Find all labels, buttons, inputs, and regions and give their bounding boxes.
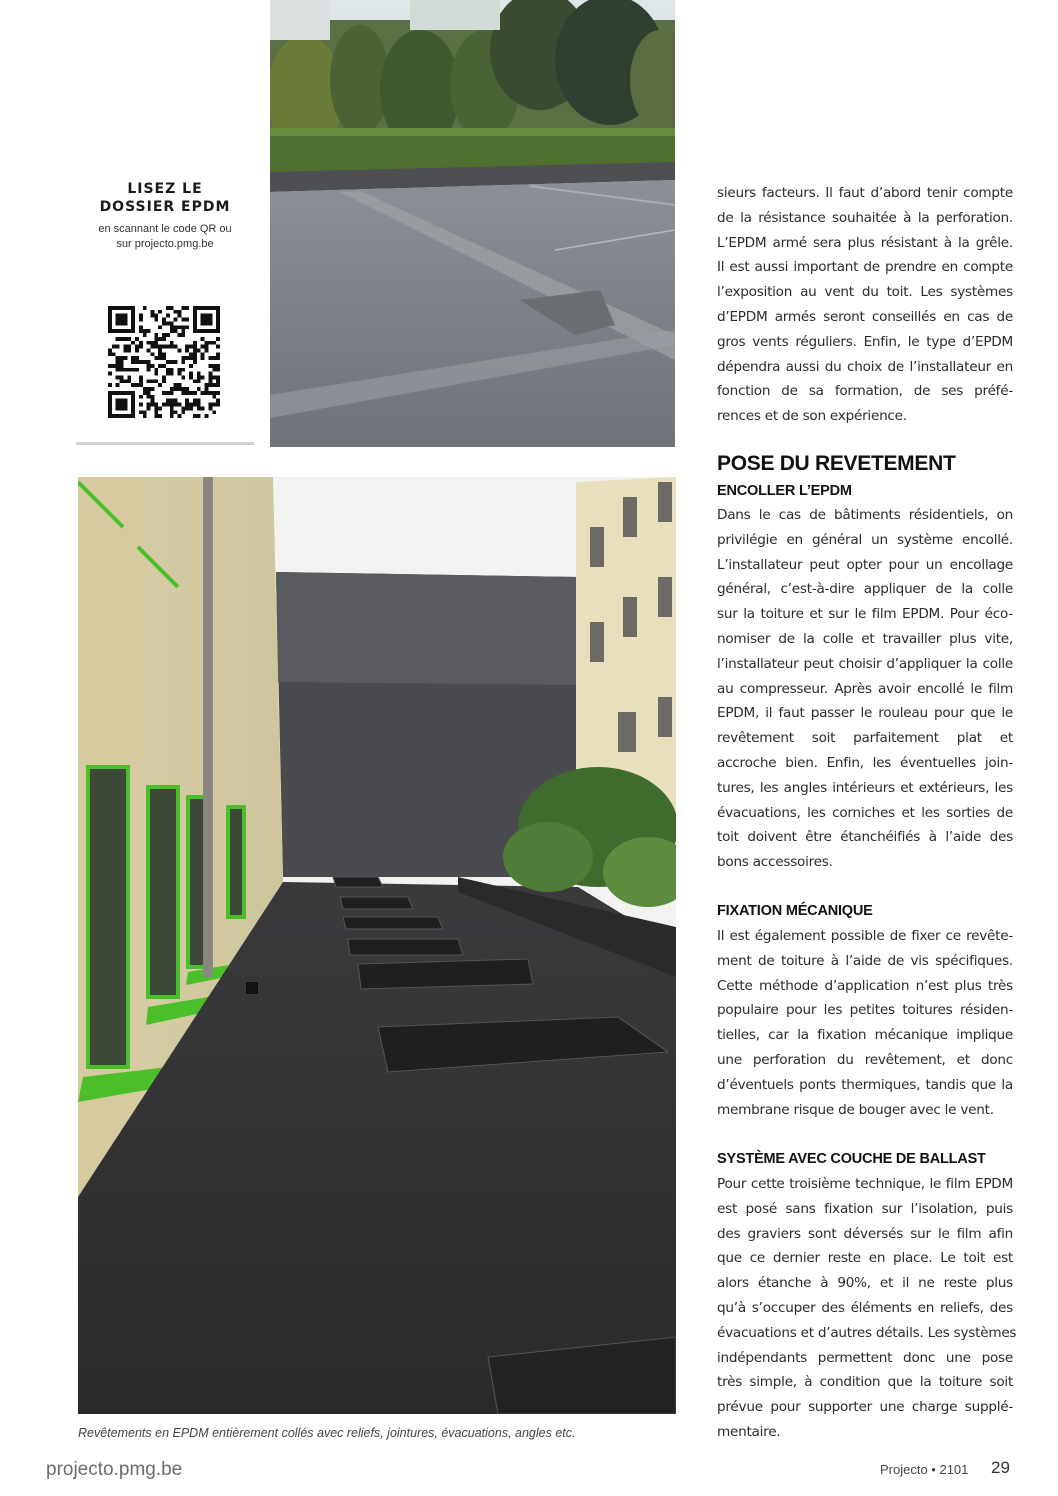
text-line: l’installateur peut choisir d’appliquer la colle [717, 655, 1013, 672]
sidebar-divider [76, 442, 254, 445]
text-line: évacuations, les corniches et les sorties de [717, 804, 1013, 821]
sidebar-title-line1: LISEZ LE [127, 181, 203, 197]
text-line: que ce dernier reste en place. Le toit est [717, 1250, 1013, 1267]
qr-code-icon[interactable] [108, 306, 220, 418]
text-line: fonction de sa formation, de ses préfé- [717, 383, 1013, 400]
text-line: Pour cette troisième technique, le film EPDM [717, 1176, 1013, 1192]
photo-caption: Revêtements en EPDM entièrement collés avec reliefs, jointures, évacuations, angles etc. [78, 1426, 576, 1440]
text-line: très simple, à condition que la toiture soit [717, 1374, 1013, 1391]
text-line: qu’à s’occuper des éléments en reliefs, des [717, 1299, 1013, 1316]
text-line: Il est aussi important de prendre en compte [717, 259, 1013, 276]
text-line: bons accessoires. [717, 854, 833, 871]
text-line: Dans le cas de bâtiments résidentiels, on [717, 507, 1013, 523]
fixation-paragraph [717, 924, 1013, 1122]
text-line: gros vents réguliers. Enfin, le type d’EPDM [717, 333, 1013, 350]
text-line: l’exposition au vent du toit. Les systèmes [717, 284, 1013, 301]
text-line: général, c’est-à-dire appliquer de la colle [717, 581, 1013, 598]
text-line: est posé sans fixation sur l’isolation, puis [717, 1200, 1013, 1217]
text-line: évacuations et d’autres détails. Les systèmes [717, 1324, 1017, 1341]
text-line: mentaire. [717, 1423, 781, 1440]
text-line: privilégie en général un système encollé. [717, 531, 1013, 548]
text-line: EPDM, il faut passer le rouleau pour que le [717, 705, 1013, 722]
intro-paragraph [717, 181, 1013, 429]
text-line: indépendants permettent donc une pose [717, 1349, 1013, 1366]
text-line: accroche bien. Enfin, les éventuelles join- [717, 754, 1013, 771]
text-line: dépendra aussi du choix de l’installateur en [717, 358, 1013, 375]
text-line: Cette méthode d’application n’est plus très [717, 977, 1013, 994]
qr-sidebar [76, 180, 254, 252]
text-line: L’installateur peut opter pour un encollage [717, 556, 1013, 573]
subheading-encoller: ENCOLLER L’EPDM [717, 483, 852, 499]
footer-issue: Projecto • 2101 [880, 1462, 969, 1477]
text-line: sur la toiture et sur le film EPDM. Pour éco- [717, 606, 1013, 623]
sidebar-sub-line2: sur projecto.pmg.be [116, 238, 214, 250]
text-line: d’EPDM armés seront conseillés en cas de [717, 308, 1013, 325]
roof-photo-top [270, 0, 675, 447]
text-line: Il est également possible de fixer ce revête- [717, 928, 1013, 944]
sidebar-title-line2: DOSSIER EPDM [99, 199, 231, 215]
text-line: membrane risque de bouger avec le vent. [717, 1101, 994, 1118]
text-line: d’éventuels ponts thermiques, tandis que la [717, 1076, 1013, 1093]
text-line: rences et de son expérience. [717, 408, 907, 425]
courtyard-roof-photo [78, 477, 676, 1414]
text-line: toit doivent être étanchéifiés à l’aide des [717, 829, 1013, 846]
text-line: alors étanche à 90%, et il ne reste plus [717, 1275, 1013, 1292]
text-line: tures, les angles intérieurs et extérieurs, les [717, 779, 1013, 796]
page-number: 29 [991, 1458, 1010, 1477]
subheading-fixation: FIXATION MÉCANIQUE [717, 903, 873, 919]
text-line: des graviers sont déversés sur le film afin [717, 1225, 1013, 1242]
subheading-ballast: SYSTÈME AVEC COUCHE DE BALLAST [717, 1151, 986, 1167]
text-line: populaire pour les petites toitures résiden- [717, 1002, 1013, 1019]
text-line: sieurs facteurs. Il faut d’abord tenir compte [717, 185, 1013, 201]
section-heading: POSE DU REVETEMENT [717, 452, 956, 475]
sidebar-sub [76, 222, 254, 252]
text-line: L’EPDM armé sera plus résistant à la grêle. [717, 234, 1013, 251]
text-line: de la résistance souhaitée à la perforation. [717, 209, 1013, 226]
ballast-paragraph [717, 1172, 1017, 1445]
text-line: au compresseur. Après avoir encollé le film [717, 680, 1013, 697]
footer-url-link[interactable]: projecto.pmg.be [46, 1459, 183, 1480]
text-line: tielles, car la fixation mécanique implique [717, 1027, 1013, 1044]
text-line: une perforation du revêtement, et donc [717, 1051, 1013, 1068]
sidebar-sub-line1: en scannant le code QR ou [98, 223, 232, 235]
text-line: ment de toiture à l’aide de vis spécifiques. [717, 952, 1013, 969]
encoller-paragraph [717, 503, 1013, 875]
text-line: revêtement soit parfaitement plat et [717, 730, 1013, 747]
text-line: nomiser de la colle et travailler plus vite, [717, 630, 1013, 647]
text-line: prévue pour supporter une charge supplé- [717, 1399, 1013, 1416]
